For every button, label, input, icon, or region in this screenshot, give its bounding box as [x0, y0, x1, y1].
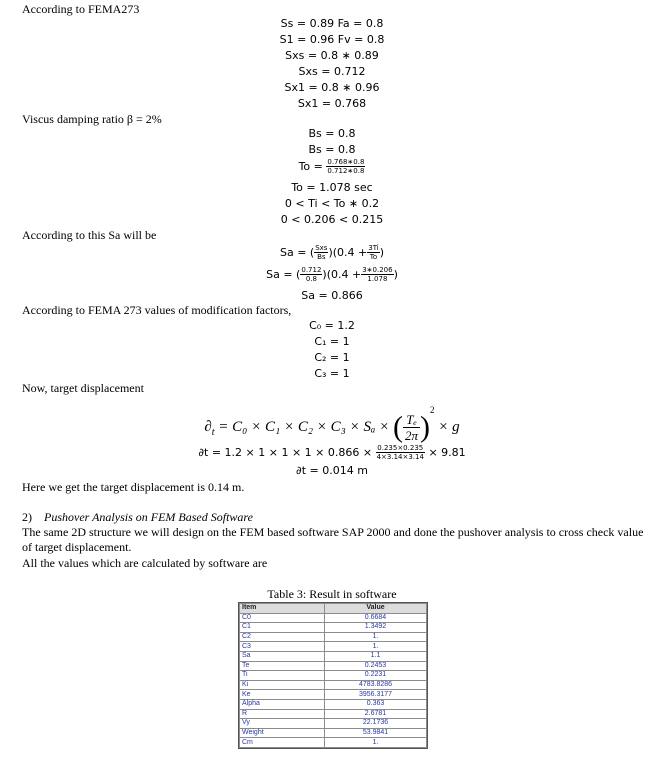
eq-big-end: × g [438, 419, 460, 435]
table-cell-value: 0.2231 [325, 671, 427, 681]
table-row [240, 709, 427, 719]
eq-sa1-den2: To [369, 253, 378, 261]
table-row [240, 738, 427, 748]
eq-s1-fv: S1 = 0.96 Fv = 0.8 [279, 33, 385, 46]
table-row [240, 719, 427, 729]
section-paragraph-2: All the values which are calculated by software are [22, 556, 268, 570]
eq-ti-val: 0 < 0.206 < 0.215 [280, 213, 384, 226]
table-cell-value: 53.9841 [325, 728, 427, 738]
eq-sa-subst [0, 266, 664, 283]
table-cell-item: C1 [240, 623, 325, 633]
eq-bs-1: Bs = 0.8 [308, 127, 356, 140]
eq-bs-2: Bs = 0.8 [308, 143, 356, 156]
eq-target-disp-formula [0, 400, 664, 443]
table-cell-item: C2 [240, 632, 325, 642]
eq-sa1-num: Sxs [315, 244, 328, 252]
eq-sa1-end: ) [379, 245, 385, 259]
table-row [240, 642, 427, 652]
table-row [240, 651, 427, 661]
eq-to-lhs: To = [298, 159, 323, 173]
table-cell-value: 1.3492 [325, 623, 427, 633]
eq-c1: C₁ = 1 [314, 335, 350, 348]
header-value: Value [325, 604, 427, 614]
eq-sa-val: Sa = 0.866 [301, 289, 363, 302]
table-cell-value: 0.2453 [325, 661, 427, 671]
eq-sa1-frac2 [367, 244, 379, 261]
table-cell-value: 4783.8286 [325, 680, 427, 690]
eq-sa1-lhs: Sa = ( [279, 245, 315, 259]
table-row [240, 623, 427, 633]
eq-sa2-frac1 [300, 266, 322, 283]
result-table [239, 603, 427, 748]
eq-big-lhs: ∂ [204, 419, 212, 435]
eq-big-paren-left: ( [393, 410, 404, 444]
eq-dt-lhs: ∂t = 1.2 × 1 × 1 × 1 × 0.866 × [198, 445, 373, 459]
eq-sa2-den: 0.8 [305, 275, 317, 283]
table-cell-value: 1. [325, 642, 427, 652]
eq-to-frac [0, 158, 664, 175]
table-row [240, 680, 427, 690]
eq-dt-frac [376, 444, 425, 461]
table-cell-item: C0 [240, 613, 325, 623]
table-cell-value: 0.363 [325, 699, 427, 709]
sa-intro-text: According to this Sa will be [22, 228, 157, 242]
target-disp-text: Now, target displacement [22, 381, 144, 395]
eq-ti-cond: 0 < Ti < To ∗ 0.2 [284, 197, 380, 210]
eq-c3: C₃ = 1 [314, 367, 350, 380]
section-paragraph-1: The same 2D structure we will design on the FEM based software SAP 2000 and done the pushover analysis to cross check value of target displacement. [22, 525, 644, 554]
table-cell-value: 1. [325, 738, 427, 748]
eq-to-num: 0.768∗0.8 [327, 158, 365, 166]
eq-sa2-num: 0.712 [301, 266, 322, 274]
eq-sxs-calc: Sxs = 0.8 ∗ 0.89 [285, 49, 379, 62]
table-row [240, 632, 427, 642]
table-header-row [240, 604, 427, 614]
eq-sa2-end: ) [393, 267, 398, 281]
eq-sa2-frac2 [361, 266, 393, 283]
eq-big-den: 2π [405, 428, 419, 444]
table-cell-item: Ke [240, 690, 325, 700]
table-cell-value: 0.6684 [325, 613, 427, 623]
section-title: Pushover Analysis on FEM Based Software [44, 510, 253, 524]
table-row [240, 699, 427, 709]
eq-c2: C₂ = 1 [314, 351, 350, 364]
eq-sxs-val: Sxs = 0.712 [298, 65, 366, 78]
eq-sa-formula [0, 244, 664, 261]
eq-sx1-calc: Sx1 = 0.8 ∗ 0.96 [284, 81, 380, 94]
eq-to-den: 0.712∗0.8 [327, 167, 365, 175]
table-row [240, 728, 427, 738]
eq-sa2-den2: 1.078 [367, 275, 388, 283]
eq-sa1-frac1 [314, 244, 328, 261]
result-text: Here we get the target displacement is 0.14 m. [22, 480, 245, 494]
eq-big-paren-right: ) [420, 410, 431, 444]
eq-dt-den: 4×3.14×3.14 [376, 453, 424, 461]
table-caption: Table 3: Result in software [267, 587, 397, 601]
eq-big-frac [403, 412, 420, 443]
intro-fema273: According to FEMA273 [22, 2, 140, 16]
table-cell-value: 1.1 [325, 651, 427, 661]
eq-dt-subst [0, 444, 664, 461]
eq-sa1-mid: )(0.4 + [328, 245, 368, 259]
table-cell-item: Ti [240, 671, 325, 681]
eq-sx1-val: Sx1 = 0.768 [297, 97, 367, 110]
table-cell-value: 22.1736 [325, 719, 427, 729]
table-cell-item: Vy [240, 719, 325, 729]
eq-c0: C₀ = 1.2 [309, 319, 355, 332]
eq-to-fraction [326, 158, 365, 175]
table-cell-item: Te [240, 661, 325, 671]
table-cell-item: Sa [240, 651, 325, 661]
table-row [240, 613, 427, 623]
table-row [240, 671, 427, 681]
eq-ss-fa: Ss = 0.89 Fa = 0.8 [280, 17, 384, 30]
table-cell-item: Cm [240, 738, 325, 748]
eq-sa2-mid: )(0.4 + [322, 267, 362, 281]
mod-factors-text: According to FEMA 273 values of modification factors, [22, 303, 292, 317]
table-cell-item: Alpha [240, 699, 325, 709]
header-item: Item [240, 604, 325, 614]
eq-sa2-lhs: Sa = ( [266, 267, 301, 281]
eq-big-sup: 2 [430, 405, 435, 415]
table-row [240, 690, 427, 700]
table-cell-item: Weight [240, 728, 325, 738]
eq-to-val: To = 1.078 sec [291, 181, 373, 194]
eq-sa1-den: Bs [317, 253, 326, 261]
eq-dt-val: ∂t = 0.014 m [296, 464, 368, 477]
eq-big-num: Tₑ [403, 412, 420, 428]
damping-ratio-text: Viscus damping ratio β = 2% [22, 112, 162, 126]
eq-big-mid: = C₀ × C₁ × C₂ × C₃ × Sₐ × [214, 419, 390, 435]
section-heading [22, 510, 253, 524]
section-number: 2) [22, 510, 32, 524]
eq-dt-num: 0.235×0.235 [377, 444, 424, 452]
table-cell-item: Ki [240, 680, 325, 690]
eq-big-sub: t [211, 427, 215, 438]
table-cell-item: C3 [240, 642, 325, 652]
table-cell-value: 1. [325, 632, 427, 642]
table-cell-value: 2.6781 [325, 709, 427, 719]
table-row [240, 661, 427, 671]
table-cell-value: 3956.3177 [325, 690, 427, 700]
table-cell-item: R [240, 709, 325, 719]
eq-sa1-num2: 3Ti [368, 244, 379, 252]
eq-dt-end: × 9.81 [428, 445, 466, 459]
eq-sa2-num2: 3∗0.206 [362, 266, 393, 274]
